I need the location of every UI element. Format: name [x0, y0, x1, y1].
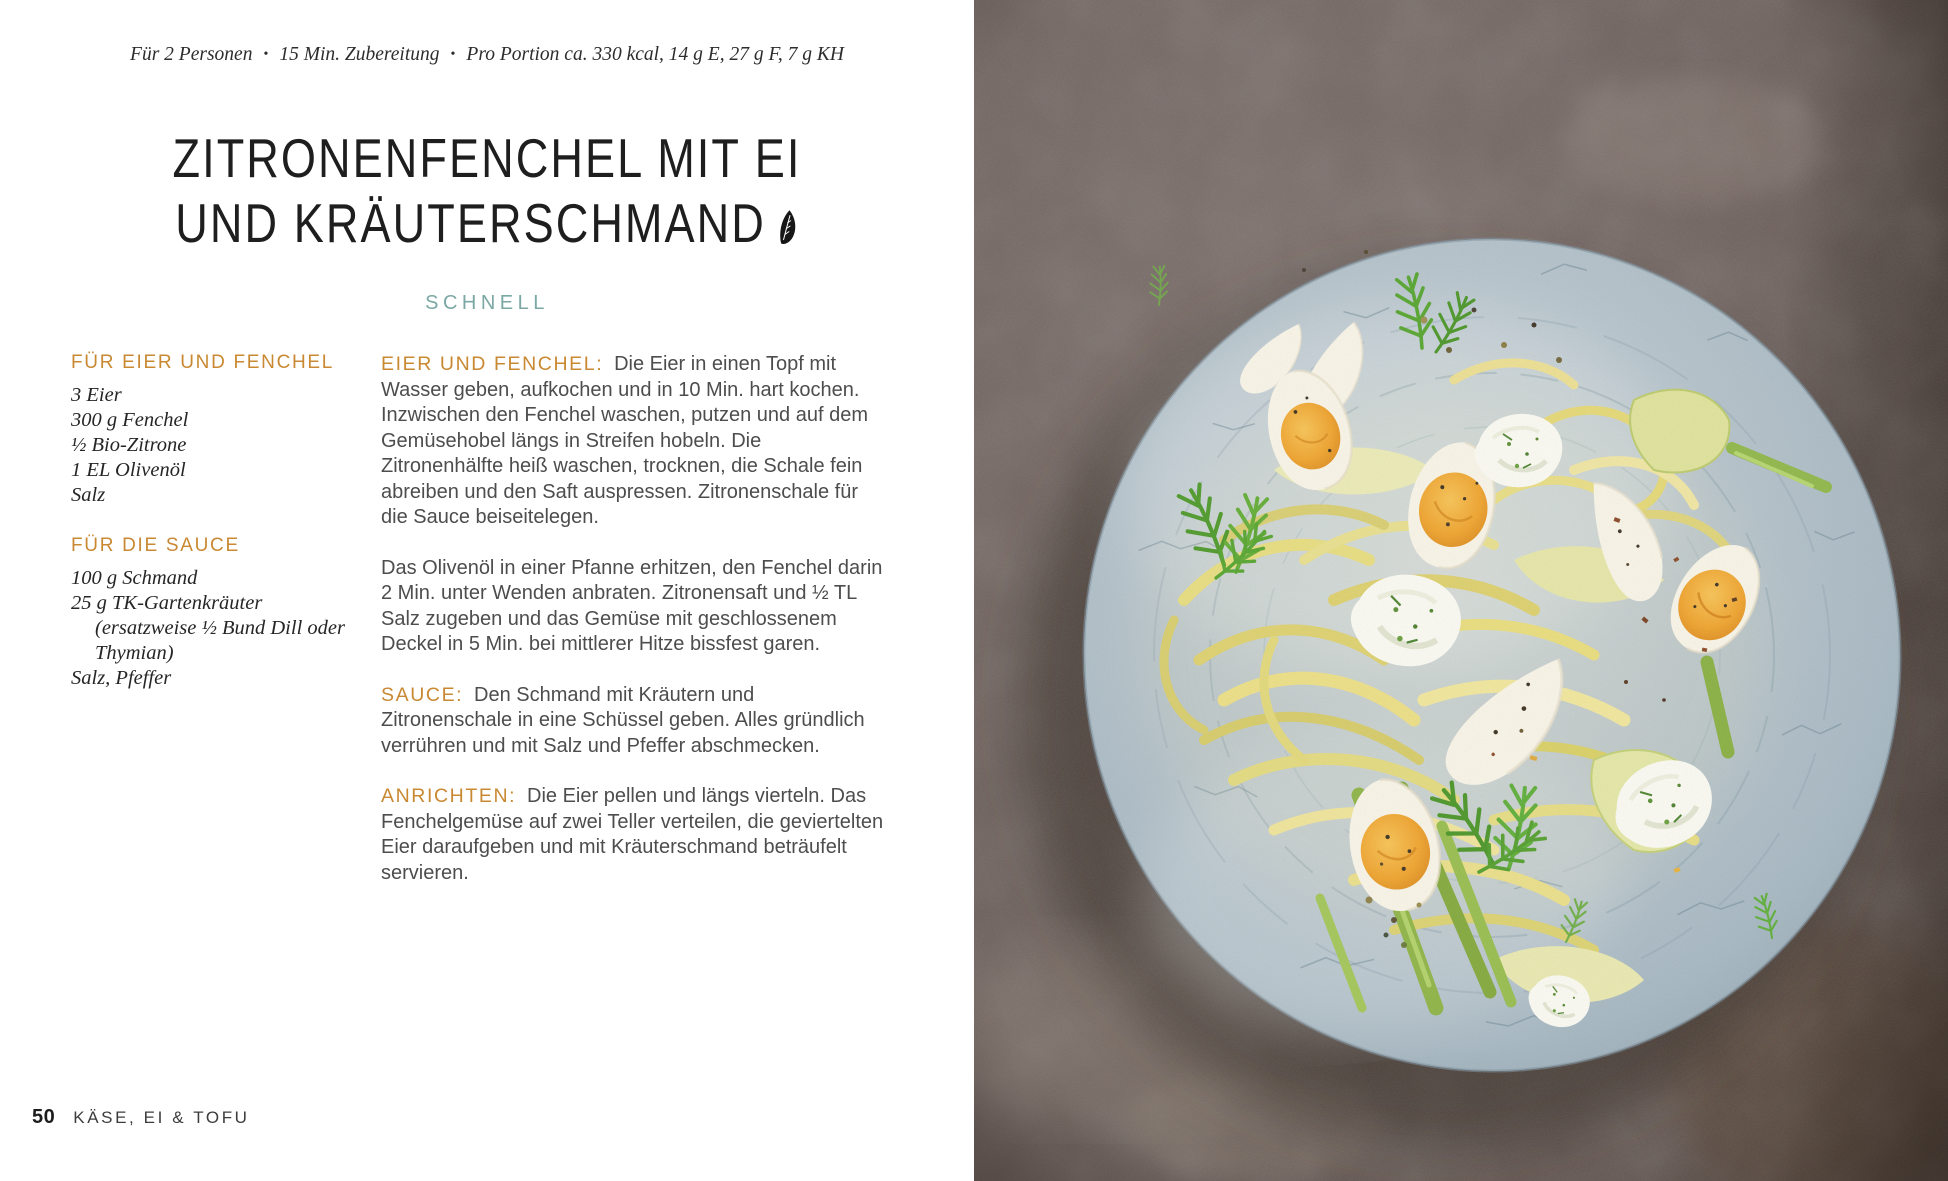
recipe-title-line2	[88, 191, 887, 260]
ingredient-item: (ersatzweise ½ Bund Dill oder	[95, 617, 345, 639]
chapter-title: KÄSE, EI & TOFU	[73, 1108, 250, 1127]
preparation-steps-column	[381, 352, 889, 911]
ingredient-item: 1 EL Olivenöl	[71, 459, 186, 481]
meta-servings: Für 2 Personen	[130, 44, 253, 65]
step-text: Den Schmand mit Kräutern und Zitronenschale in eine Schüssel geben. Alles gründlich verrühren und mit Salz und Pfeffer abschmecken.	[381, 683, 865, 757]
ingredient-item: Salz	[71, 484, 106, 506]
recipe-title-line2-text: UND KRÄUTERSCHMAND	[175, 192, 766, 254]
page-footer	[32, 1106, 250, 1129]
ingredient-item: Thymian)	[95, 642, 174, 664]
meta-time: 15 Min. Zubereitung	[279, 44, 440, 65]
step-text: Die Eier in einen Topf mit Wasser geben, aufkochen und in 10 Min. hart kochen. Inzwischen den Fenchel waschen, putzen und auf dem Gemüsehobel längs in Streifen hobeln. Die Zitronenhälfte heiß waschen, trocknen, die Schale fein abreiben und den Saft auspressen. Zitronenschale für die Sauce beiseitelegen.	[381, 353, 868, 528]
step-paragraph	[381, 352, 889, 531]
bullet-separator: •	[263, 47, 269, 62]
bullet-separator: •	[450, 47, 456, 62]
ingredient-item: 100 g Schmand	[71, 567, 198, 589]
leaf-icon	[775, 194, 802, 261]
step-paragraph	[381, 556, 889, 658]
meta-nutrition: Pro Portion ca. 330 kcal, 14 g E, 27 g F, 7 g KH	[466, 44, 844, 65]
ingredient-group-sauce	[71, 535, 376, 691]
step-paragraph	[381, 784, 889, 886]
ingredient-item: ½ Bio-Zitrone	[71, 434, 187, 456]
recipe-tag-schnell: SCHNELL	[425, 292, 549, 314]
photo-vignette	[974, 0, 1948, 1181]
recipe-meta-line	[0, 44, 974, 66]
ingredient-item: 25 g TK-Gartenkräuter	[71, 592, 263, 614]
step-label: ANRICHTEN:	[381, 785, 517, 807]
step-label: SAUCE:	[381, 683, 464, 706]
ingredient-group-heading: FÜR EIER UND FENCHEL	[71, 352, 335, 373]
recipe-photo-page	[974, 0, 1948, 1181]
ingredient-group-heading: FÜR DIE SAUCE	[71, 535, 240, 556]
recipe-title	[88, 126, 887, 260]
ingredient-item: 3 Eier	[71, 384, 122, 406]
step-paragraph	[381, 683, 889, 760]
recipe-photo	[974, 0, 1948, 1181]
ingredient-item: Salz, Pfeffer	[71, 667, 172, 689]
ingredient-group-eier-fenchel	[71, 352, 376, 508]
step-text: Die Eier pellen und längs vierteln. Das Fenchelgemüse auf zwei Teller verteilen, die geviertelten Eier daraufgeben und mit Kräuterschmand beträufelt servieren.	[381, 785, 884, 884]
step-text: Das Olivenöl in einer Pfanne erhitzen, den Fenchel darin 2 Min. unter Wenden anbraten. Zitronensaft und ½ TL Salz zugeben und das Gemüse mit geschlossenem Deckel in 5 Min. bei mittlerer Hitze bissfest garen.	[381, 556, 883, 655]
ingredient-item: 300 g Fenchel	[71, 409, 189, 431]
step-label: EIER UND FENCHEL:	[381, 353, 604, 375]
ingredients-column	[71, 352, 376, 691]
page-number: 50	[32, 1106, 56, 1128]
recipe-title-line1: ZITRONENFENCHEL MIT EI	[172, 127, 802, 189]
